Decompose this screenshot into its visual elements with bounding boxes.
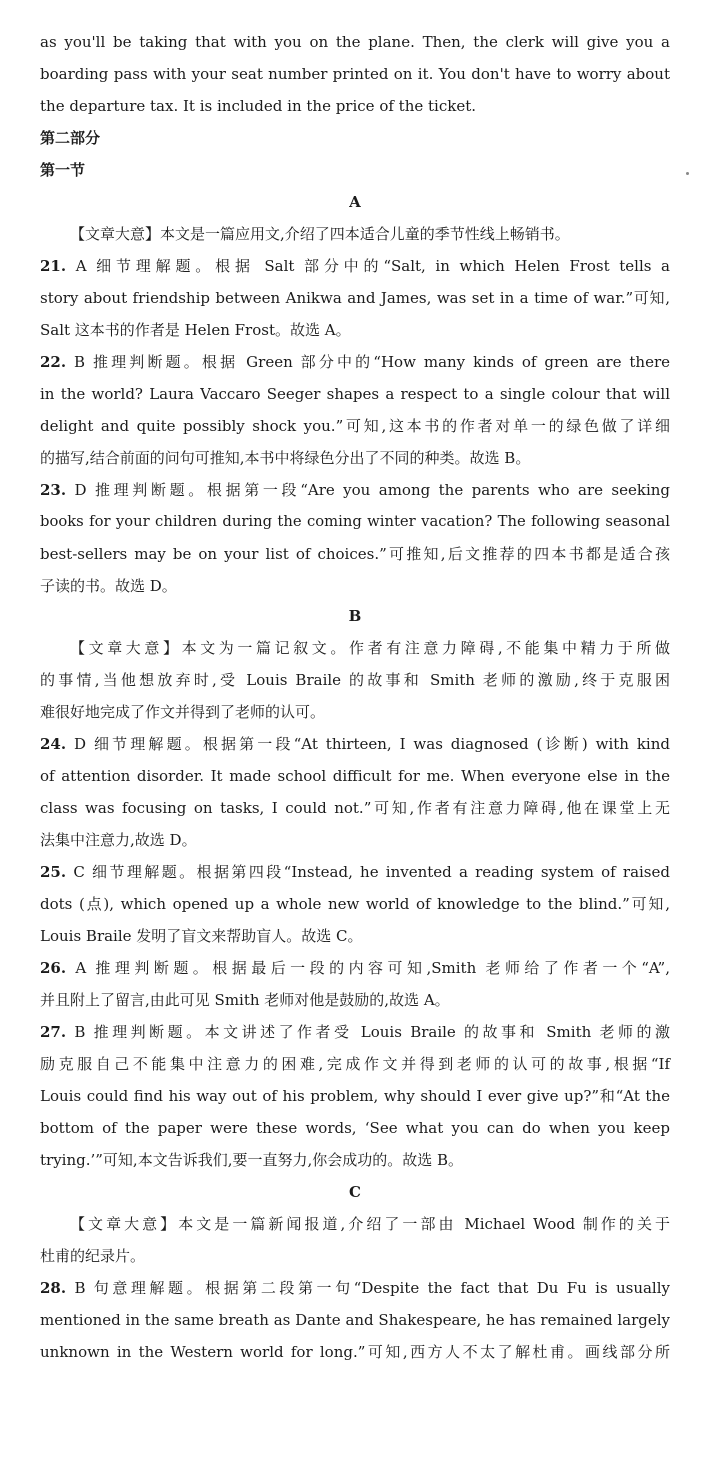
text-line: trying.’”可知,本文告诉我们,要一直努力,你会成功的。故选 B。 xyxy=(40,1151,464,1169)
answer-line xyxy=(40,352,670,372)
text-line: books for your children during the coming winter vacation? The following seasonal xyxy=(40,513,670,530)
text-line: dots (点), which opened up a whole new world of knowledge to the blind.”可知, xyxy=(40,895,670,913)
text-line: bottom of the paper were these words, ‘See what you can do when you keep xyxy=(40,1119,670,1137)
text-line: Salt 这本书的作者是 Helen Frost。故选 A。 xyxy=(40,321,351,339)
answer-line xyxy=(40,734,670,754)
text-line: mentioned in the same breath as Dante and Shakespeare, he has remained largely xyxy=(40,1311,670,1329)
answer-text: D 推理判断题。根据第一段“Are you among the parents who are seeking xyxy=(74,481,670,499)
answer-text: A 细节理解题。根据 Salt 部分中的“Salt, in which Helen Frost tells a xyxy=(75,257,670,275)
text-line: 难很好地完成了作文并得到了老师的认可。 xyxy=(40,703,326,721)
question-number: 28. xyxy=(40,1279,67,1297)
answer-line xyxy=(40,256,670,276)
text-line: the departure tax. It is included in the price of the ticket. xyxy=(40,97,476,115)
text-line: boarding pass with your seat number printed on it. You don't have to worry about xyxy=(40,65,670,83)
passage-heading-c: C xyxy=(349,1183,361,1201)
part-heading: 第二部分 xyxy=(40,129,101,147)
text-line: delight and quite possibly shock you.”可知,这本书的作者对单一的绿色做了详细 xyxy=(40,417,670,435)
text-line: 励克服自己不能集中注意力的困难,完成作文并得到老师的认可的故事,根据“If xyxy=(40,1055,670,1073)
text-line: class was focusing on tasks, I could not.”可知,作者有注意力障碍,他在课堂上无 xyxy=(40,799,670,817)
section-heading: 第一节 xyxy=(40,161,86,179)
answer-line xyxy=(40,1022,670,1042)
scan-speck xyxy=(686,172,689,175)
question-number: 21. xyxy=(40,257,67,275)
passage-summary: 【文章大意】本文是一篇应用文,介绍了四本适合儿童的季节性线上畅销书。 xyxy=(70,225,570,243)
answer-line xyxy=(40,958,670,978)
question-number: 25. xyxy=(40,863,67,881)
text-line: in the world? Laura Vaccaro Seeger shapes a respect to a single colour that will xyxy=(40,385,670,403)
text-line: best-sellers may be on your list of choices.”可推知,后文推荐的四本书都是适合孩 xyxy=(40,545,670,563)
text-line: 法集中注意力,故选 D。 xyxy=(40,831,197,849)
question-number: 24. xyxy=(40,735,67,753)
answer-text: A 推理判断题。根据最后一段的内容可知,Smith 老师给了作者一个“A”, xyxy=(75,959,670,977)
text-line: of attention disorder. It made school difficult for me. When everyone else in the xyxy=(40,767,670,785)
text-line: as you'll be taking that with you on the plane. Then, the clerk will give you a xyxy=(40,33,670,51)
text-line: Louis could find his way out of his problem, why should I ever give up?”和“At the xyxy=(40,1087,670,1105)
answer-text: B 推理判断题。本文讲述了作者受 Louis Braile 的故事和 Smith 老师的激 xyxy=(74,1023,670,1041)
answer-text: B 句意理解题。根据第二段第一句“Despite the fact that Du Fu is usually xyxy=(74,1279,670,1297)
text-line: 的事情,当他想放弃时,受 Louis Braile 的故事和 Smith 老师的激励,终于克服困 xyxy=(40,671,670,689)
text-line: unknown in the Western world for long.”可知,西方人不太了解杜甫。画线部分所 xyxy=(40,1343,670,1361)
question-number: 26. xyxy=(40,959,67,977)
text-line: Louis Braile 发明了盲文来帮助盲人。故选 C。 xyxy=(40,927,363,945)
passage-heading-b: B xyxy=(348,607,362,625)
text-line: 杜甫的纪录片。 xyxy=(40,1247,146,1265)
answer-text: D 细节理解题。根据第一段“At thirteen, I was diagnosed (诊断) with kind xyxy=(74,735,670,753)
answer-text: C 细节理解题。根据第四段“Instead, he invented a reading system of raised xyxy=(73,863,670,881)
answer-text: B 推理判断题。根据 Green 部分中的“How many kinds of green are there xyxy=(74,353,670,371)
text-line: story about friendship between Anikwa and James, was set in a time of war.”可知, xyxy=(40,289,670,307)
text-line: 并且附上了留言,由此可见 Smith 老师对他是鼓励的,故选 A。 xyxy=(40,991,450,1009)
question-number: 22. xyxy=(40,353,67,371)
answer-line xyxy=(40,1278,670,1298)
answer-line xyxy=(40,480,670,500)
text-line: 子读的书。故选 D。 xyxy=(40,577,177,595)
passage-summary: 【文章大意】本文为一篇记叙文。作者有注意力障碍,不能集中精力于所做 xyxy=(70,639,670,657)
question-number: 27. xyxy=(40,1023,67,1041)
passage-summary: 【文章大意】本文是一篇新闻报道,介绍了一部由 Michael Wood 制作的关于 xyxy=(70,1215,670,1233)
question-number: 23. xyxy=(40,481,67,499)
text-line: 的描写,结合前面的问句可推知,本书中将绿色分出了不同的种类。故选 B。 xyxy=(40,449,531,467)
answer-line xyxy=(40,862,670,882)
passage-heading-a: A xyxy=(349,193,361,211)
